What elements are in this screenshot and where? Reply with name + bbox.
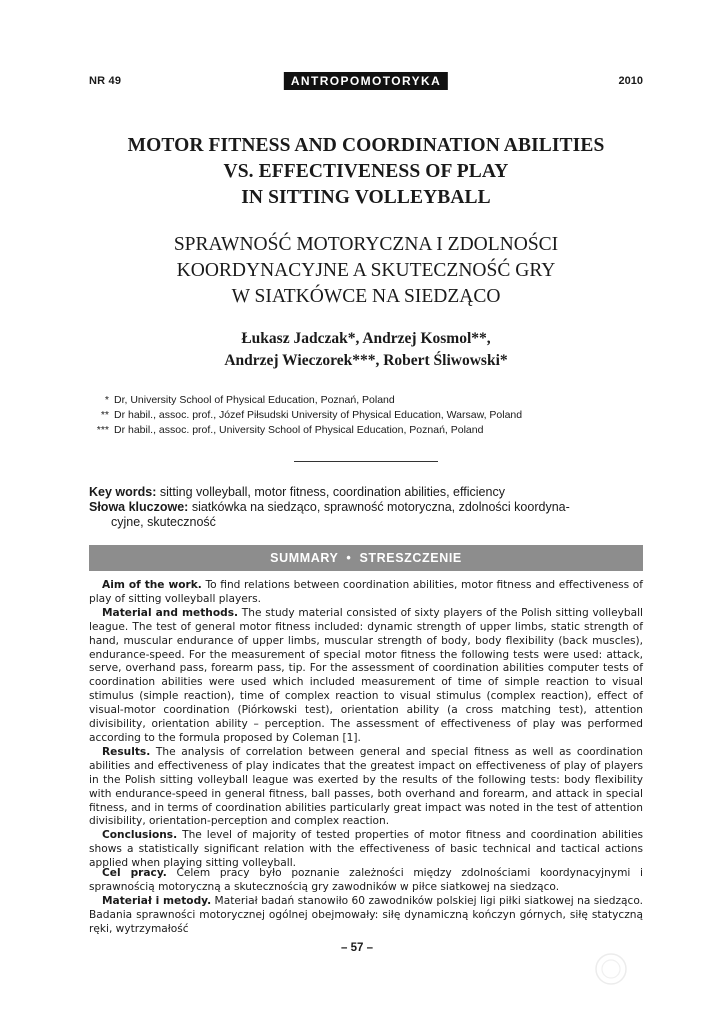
affiliation	[89, 423, 649, 438]
polish-aim	[89, 866, 643, 894]
abstract-methods	[89, 607, 643, 746]
keywords-pl	[89, 500, 645, 515]
keywords-en	[89, 485, 645, 500]
keywords-en-label: Key words:	[89, 485, 157, 499]
results-label: Results.	[102, 745, 151, 758]
abstract-aim	[89, 579, 643, 607]
affiliation-text: Dr habil., assoc. prof., University School of Physical Education, Poznań, Poland	[114, 424, 484, 436]
title-polish	[60, 232, 672, 310]
keywords-pl-continuation: cyjne, skuteczność	[111, 515, 216, 529]
title-en-line: MOTOR FITNESS AND COORDINATION ABILITIES	[127, 135, 605, 156]
issue-number: NR 49	[89, 75, 122, 87]
polish-methods	[89, 894, 643, 936]
title-en-line: VS. EFFECTIVENESS OF PLAY	[223, 161, 509, 182]
abstract-conclusions	[89, 829, 643, 871]
keywords	[89, 485, 645, 530]
aim-label: Aim of the work.	[102, 579, 202, 591]
keywords-en-text: sitting volleyball, motor fitness, coordination abilities, efficiency	[156, 485, 505, 499]
journal-name: ANTROPOMOTORYKA	[284, 72, 448, 90]
affiliations	[89, 393, 649, 438]
affiliation-mark: *	[104, 394, 109, 406]
aim-text: To find relations between coordination abilities, motor fitness and effectiveness of play of sitting volleyball players.	[89, 579, 643, 605]
polish-aim-text: Celem pracy było poznanie zależności między zdolnościami koordynacyjnymi i sprawnością motoryczną a skutecznością gry zawodników w piłce siatkowej na siedząco.	[89, 867, 643, 893]
affiliation-mark: ***	[96, 424, 109, 436]
watermark-icon	[594, 952, 628, 986]
keywords-pl-label: Słowa kluczowe:	[89, 500, 189, 514]
running-header	[89, 72, 643, 92]
affiliation	[89, 408, 649, 423]
methods-text: The study material consisted of sixty players of the Polish sitting volleyball league. The test of general motor fitness included: dynamic strength of upper limbs, static strength of hand, muscular endurance of upper limbs, muscular strength of body, body flexibility (back muscles), endurance-speed. For the measurement of special motor fitness the following tests were used: attack, serve, overhand pass, forearm pass, tip. For the assessment of coordination abilities computer tests of coordination abilities were used which included measurement of time of simple reaction to visual stimulus (simple reaction), time of complex reaction to visual stimulus (complex reaction), effect of visual-motor coordination (Piórkowski test), orientation ability (a cross matching test), attention divisibility, orientation ability – perception. The assessment of effectiveness of play was performed according to the formula proposed by Coleman [1].	[89, 606, 643, 744]
abstract-english	[89, 579, 643, 871]
affiliation-text: Dr, University School of Physical Education, Poznań, Poland	[114, 394, 395, 406]
affiliation-text: Dr habil., assoc. prof., Józef Piłsudski University of Physical Education, Warsaw, Poland	[114, 409, 523, 421]
conclusions-text: The level of majority of tested properties of motor fitness and coordination abilities shows a statistically significant relation with the effectiveness of basic technical and tactical actions applied when playing sitting volleyball.	[89, 829, 643, 870]
results-text: The analysis of correlation between general and special fitness as well as coordination abilities and effectiveness of play indicates that the greatest impact on effectiveness of play of players in the Polish sitting volleyball league was exerted by the results of the following tests: body flexibility with endurance-speed in general fitness, ball passes, both overhand and forearm, and attack in special fitness, and in terms of coordination abilities particularly great impact was noted in the test of attention divisibility, orientation-perception and complex reaction.	[89, 745, 643, 828]
title-pl-line: W SIATKÓWCE NA SIEDZĄCO	[231, 286, 501, 307]
affiliation-mark: **	[100, 409, 109, 421]
abstract-results	[89, 746, 643, 829]
authors	[60, 328, 672, 372]
separator-rule	[294, 461, 438, 462]
title-pl-line: KOORDYNACYJNE A SKUTECZNOŚĆ GRY	[176, 260, 556, 281]
abstract-polish	[89, 866, 643, 936]
polish-methods-label: Materiał i metody.	[102, 895, 212, 907]
summary-heading-text: SUMMARY • STRESZCZENIE	[270, 551, 462, 565]
conclusions-label: Conclusions.	[102, 829, 178, 842]
authors-line: Andrzej Wieczorek***, Robert Śliwowski*	[224, 352, 508, 369]
polish-aim-label: Cel pracy.	[102, 867, 167, 879]
title-en-line: IN SITTING VOLLEYBALL	[241, 187, 491, 208]
title-pl-line: SPRAWNOŚĆ MOTORYCZNA I ZDOLNOŚCI	[173, 234, 559, 255]
authors-line: Łukasz Jadczak*, Andrzej Kosmol**,	[241, 330, 491, 347]
keywords-pl-text: siatkówka na siedząco, sprawność motoryczna, zdolności koordyna-	[188, 500, 570, 514]
polish-methods-text: Materiał badań stanowiło 60 zawodników polskiej ligi piłki siatkowej na siedząco. Badania sprawności motorycznej ogólnej obejmowały: siłę dynamiczną kończyn górnych, siłę statyczną ręki, wytrzymałość	[89, 895, 643, 935]
year: 2010	[618, 75, 643, 87]
title-english	[60, 133, 672, 211]
affiliation	[89, 393, 649, 408]
page-number: – 57 –	[341, 942, 373, 954]
summary-heading	[89, 545, 643, 571]
methods-label: Material and methods.	[102, 606, 239, 619]
